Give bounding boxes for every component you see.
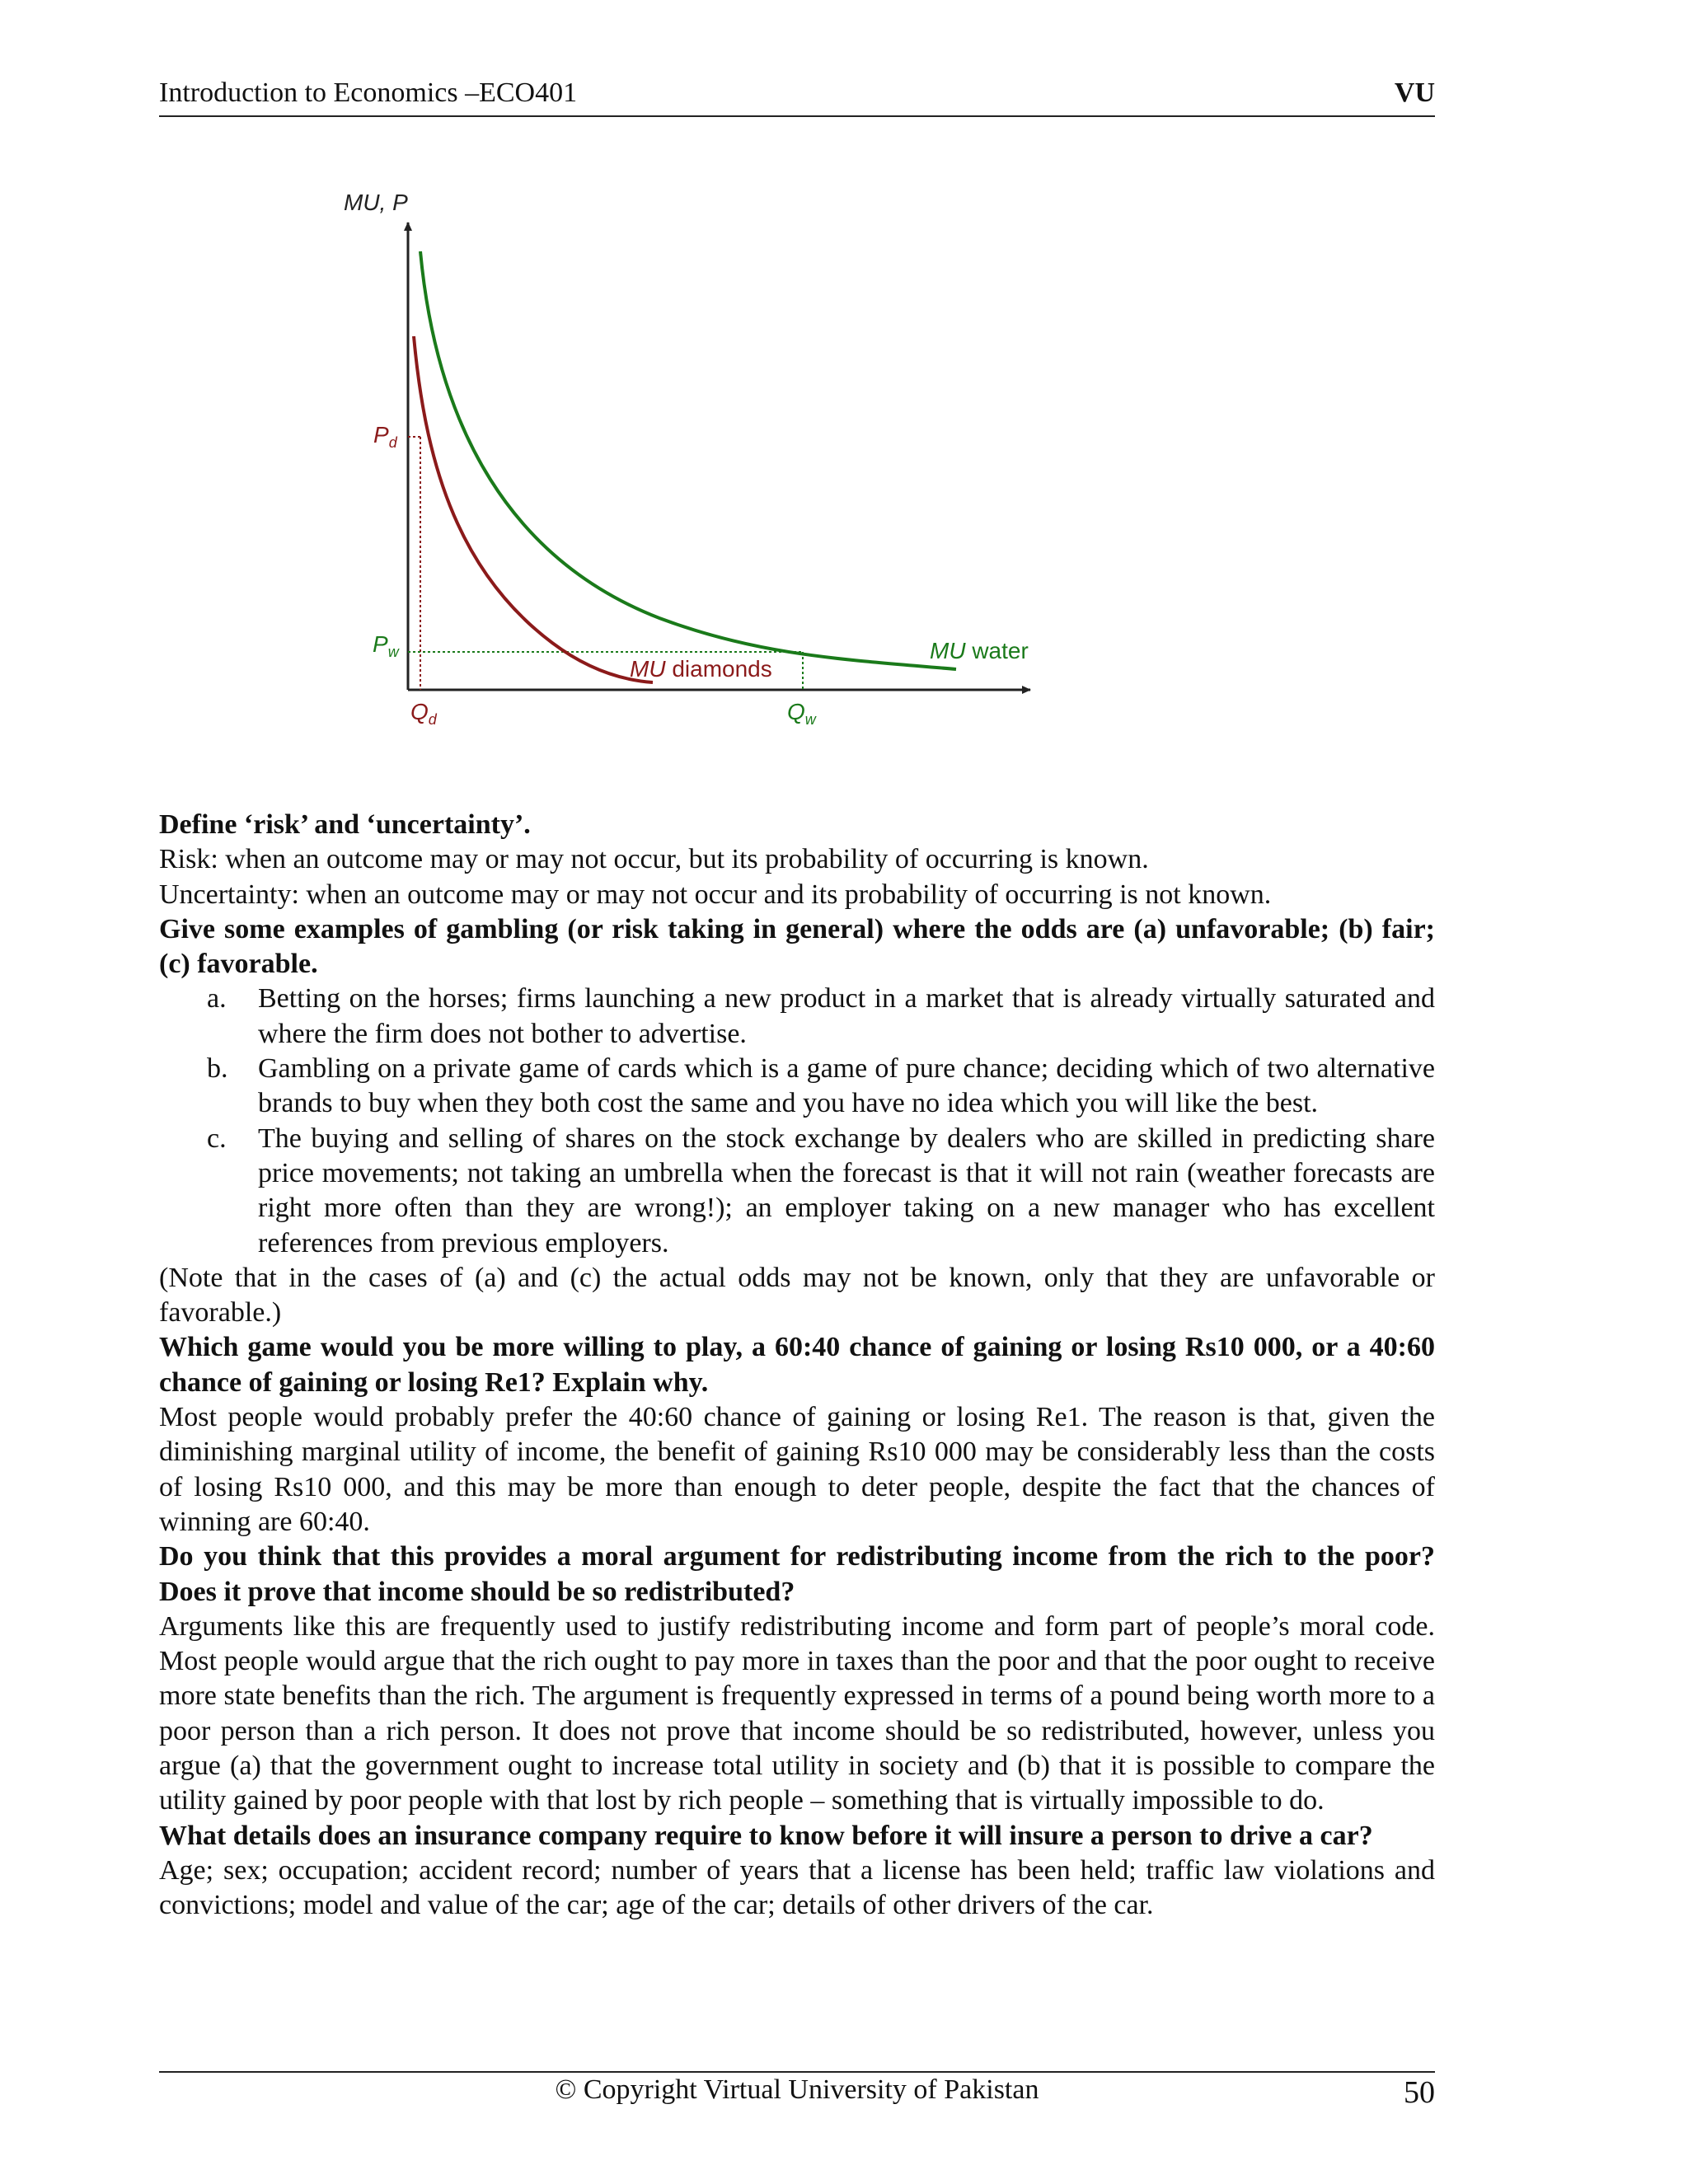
qw-label-main: Q: [787, 699, 805, 724]
question-game-choice: Which game would you be more willing to play, a 60:40 chance of gaining or losing Rs10 000, or a 40:60 chance of gaining or losing Re1? Explain why.: [159, 1332, 1435, 1398]
odds-note: (Note that in the cases of (a) and (c) the actual odds may not be known, only that they are unfavorable or favorable.): [159, 1262, 1435, 1329]
list-marker: c.: [207, 1122, 227, 1154]
question-gambling-odds: Give some examples of gambling (or risk taking in general) where the odds are (a) unfavorable; (b) fair; (c) favorable.: [159, 913, 1435, 980]
qd-label-sub: d: [428, 711, 437, 728]
question-insurance: What details does an insurance company require to know before it will insure a person to drive a car?: [159, 1820, 1373, 1851]
y-axis-label: MU, P: [344, 190, 408, 215]
mu-water-label-italic: MU: [930, 638, 966, 663]
pw-label: [373, 633, 399, 659]
list-item-text: Gambling on a private game of cards which is a game of pure chance; deciding which of two alternative brands to buy when they both cost the same and you have no idea which you will like the best.: [258, 1053, 1435, 1119]
gambling-examples-list: [159, 982, 1435, 1260]
answer-risk: Risk: when an outcome may or may not occur, but its probability of occurring is known.: [159, 844, 1149, 875]
pd-label-sub: d: [388, 434, 397, 451]
institution-abbrev: VU: [1394, 77, 1435, 108]
question-risk-uncertainty: Define ‘risk’ and ‘uncertainty’.: [159, 809, 531, 840]
list-item: [159, 982, 1435, 1052]
mu-diamonds-label: [630, 658, 772, 681]
list-marker: a.: [207, 983, 227, 1015]
answer-game-choice: Most people would probably prefer the 40:60 chance of gaining or losing Re1. The reason is that, given the diminishing marginal utility of income, the benefit of gaining Rs10 000 may be considerably less than the costs of losing Rs10 000, and this may be more than enough to deter people, despite the fact that the chances of winning are 60:40.: [159, 1402, 1435, 1537]
mu-water-label: [930, 640, 1029, 663]
qw-label-sub: w: [804, 711, 816, 728]
page-number: 50: [1404, 2075, 1435, 2110]
course-title: Introduction to Economics –ECO401: [159, 77, 578, 108]
pd-label: [373, 424, 397, 450]
mu-diamonds-label-rest: diamonds: [665, 656, 772, 682]
list-marker: b.: [207, 1053, 228, 1085]
copyright-notice: © Copyright Virtual University of Pakistan: [555, 2074, 1039, 2105]
pd-label-main: P: [373, 422, 389, 448]
list-item: [159, 1122, 1435, 1261]
qd-label: [410, 701, 437, 727]
qd-label-main: Q: [410, 699, 429, 724]
page-footer: [159, 2071, 1435, 2122]
answer-insurance: Age; sex; occupation; accident record; number of years that a license has been held; traffic law violations and convictions; model and value of the car; age of the car; details of other drivers of the car.: [159, 1854, 1435, 1921]
guide-lines: [408, 437, 803, 690]
mu-diamonds-curve: [414, 336, 653, 682]
list-item: [159, 1052, 1435, 1122]
mu-water-label-rest: water: [965, 638, 1029, 663]
answer-redistribution: Arguments like this are frequently used to justify redistributing income and form part of people’s moral code. Most people would argue that the rich ought to pay more in taxes than the poor and that the poor ought to receive more state benefits than the rich. The argument is frequently expressed in terms of a pound being worth more to a poor person than a rich person. It does not prove that income should be so redistributed, however, unless you argue (a) that the government ought to increase total utility in society and (b) that it is possible to compare the utility gained by poor people with that lost by rich people – something that is virtually impossible to do.: [159, 1610, 1435, 1816]
list-item-text: Betting on the horses; firms launching a new product in a market that is already virtually saturated and where the firm does not bother to advertise.: [258, 983, 1435, 1049]
mu-price-diagram: [313, 181, 1055, 758]
pw-label-main: P: [373, 631, 388, 657]
mu-water-curve: [420, 251, 956, 669]
pw-label-sub: w: [387, 644, 399, 660]
qw-label: [787, 701, 816, 727]
mu-diamonds-label-italic: MU: [630, 656, 666, 682]
page-header: [159, 77, 1435, 117]
question-redistribution: Do you think that this provides a moral argument for redistributing income from the rich to the poor? Does it prove that income should be so redistributed?: [159, 1541, 1435, 1607]
answer-uncertainty: Uncertainty: when an outcome may or may not occur and its probability of occurring is not known.: [159, 879, 1272, 910]
axes: [408, 223, 1030, 690]
page-body: [159, 808, 1435, 1924]
list-item-text: The buying and selling of shares on the stock exchange by dealers who are skilled in predicting share price movements; not taking an umbrella when the forecast is that it will not rain (weather forecasts are right more often than they are wrong!); an employer taking on a new manager who has excellent references from previous employers.: [258, 1122, 1435, 1258]
